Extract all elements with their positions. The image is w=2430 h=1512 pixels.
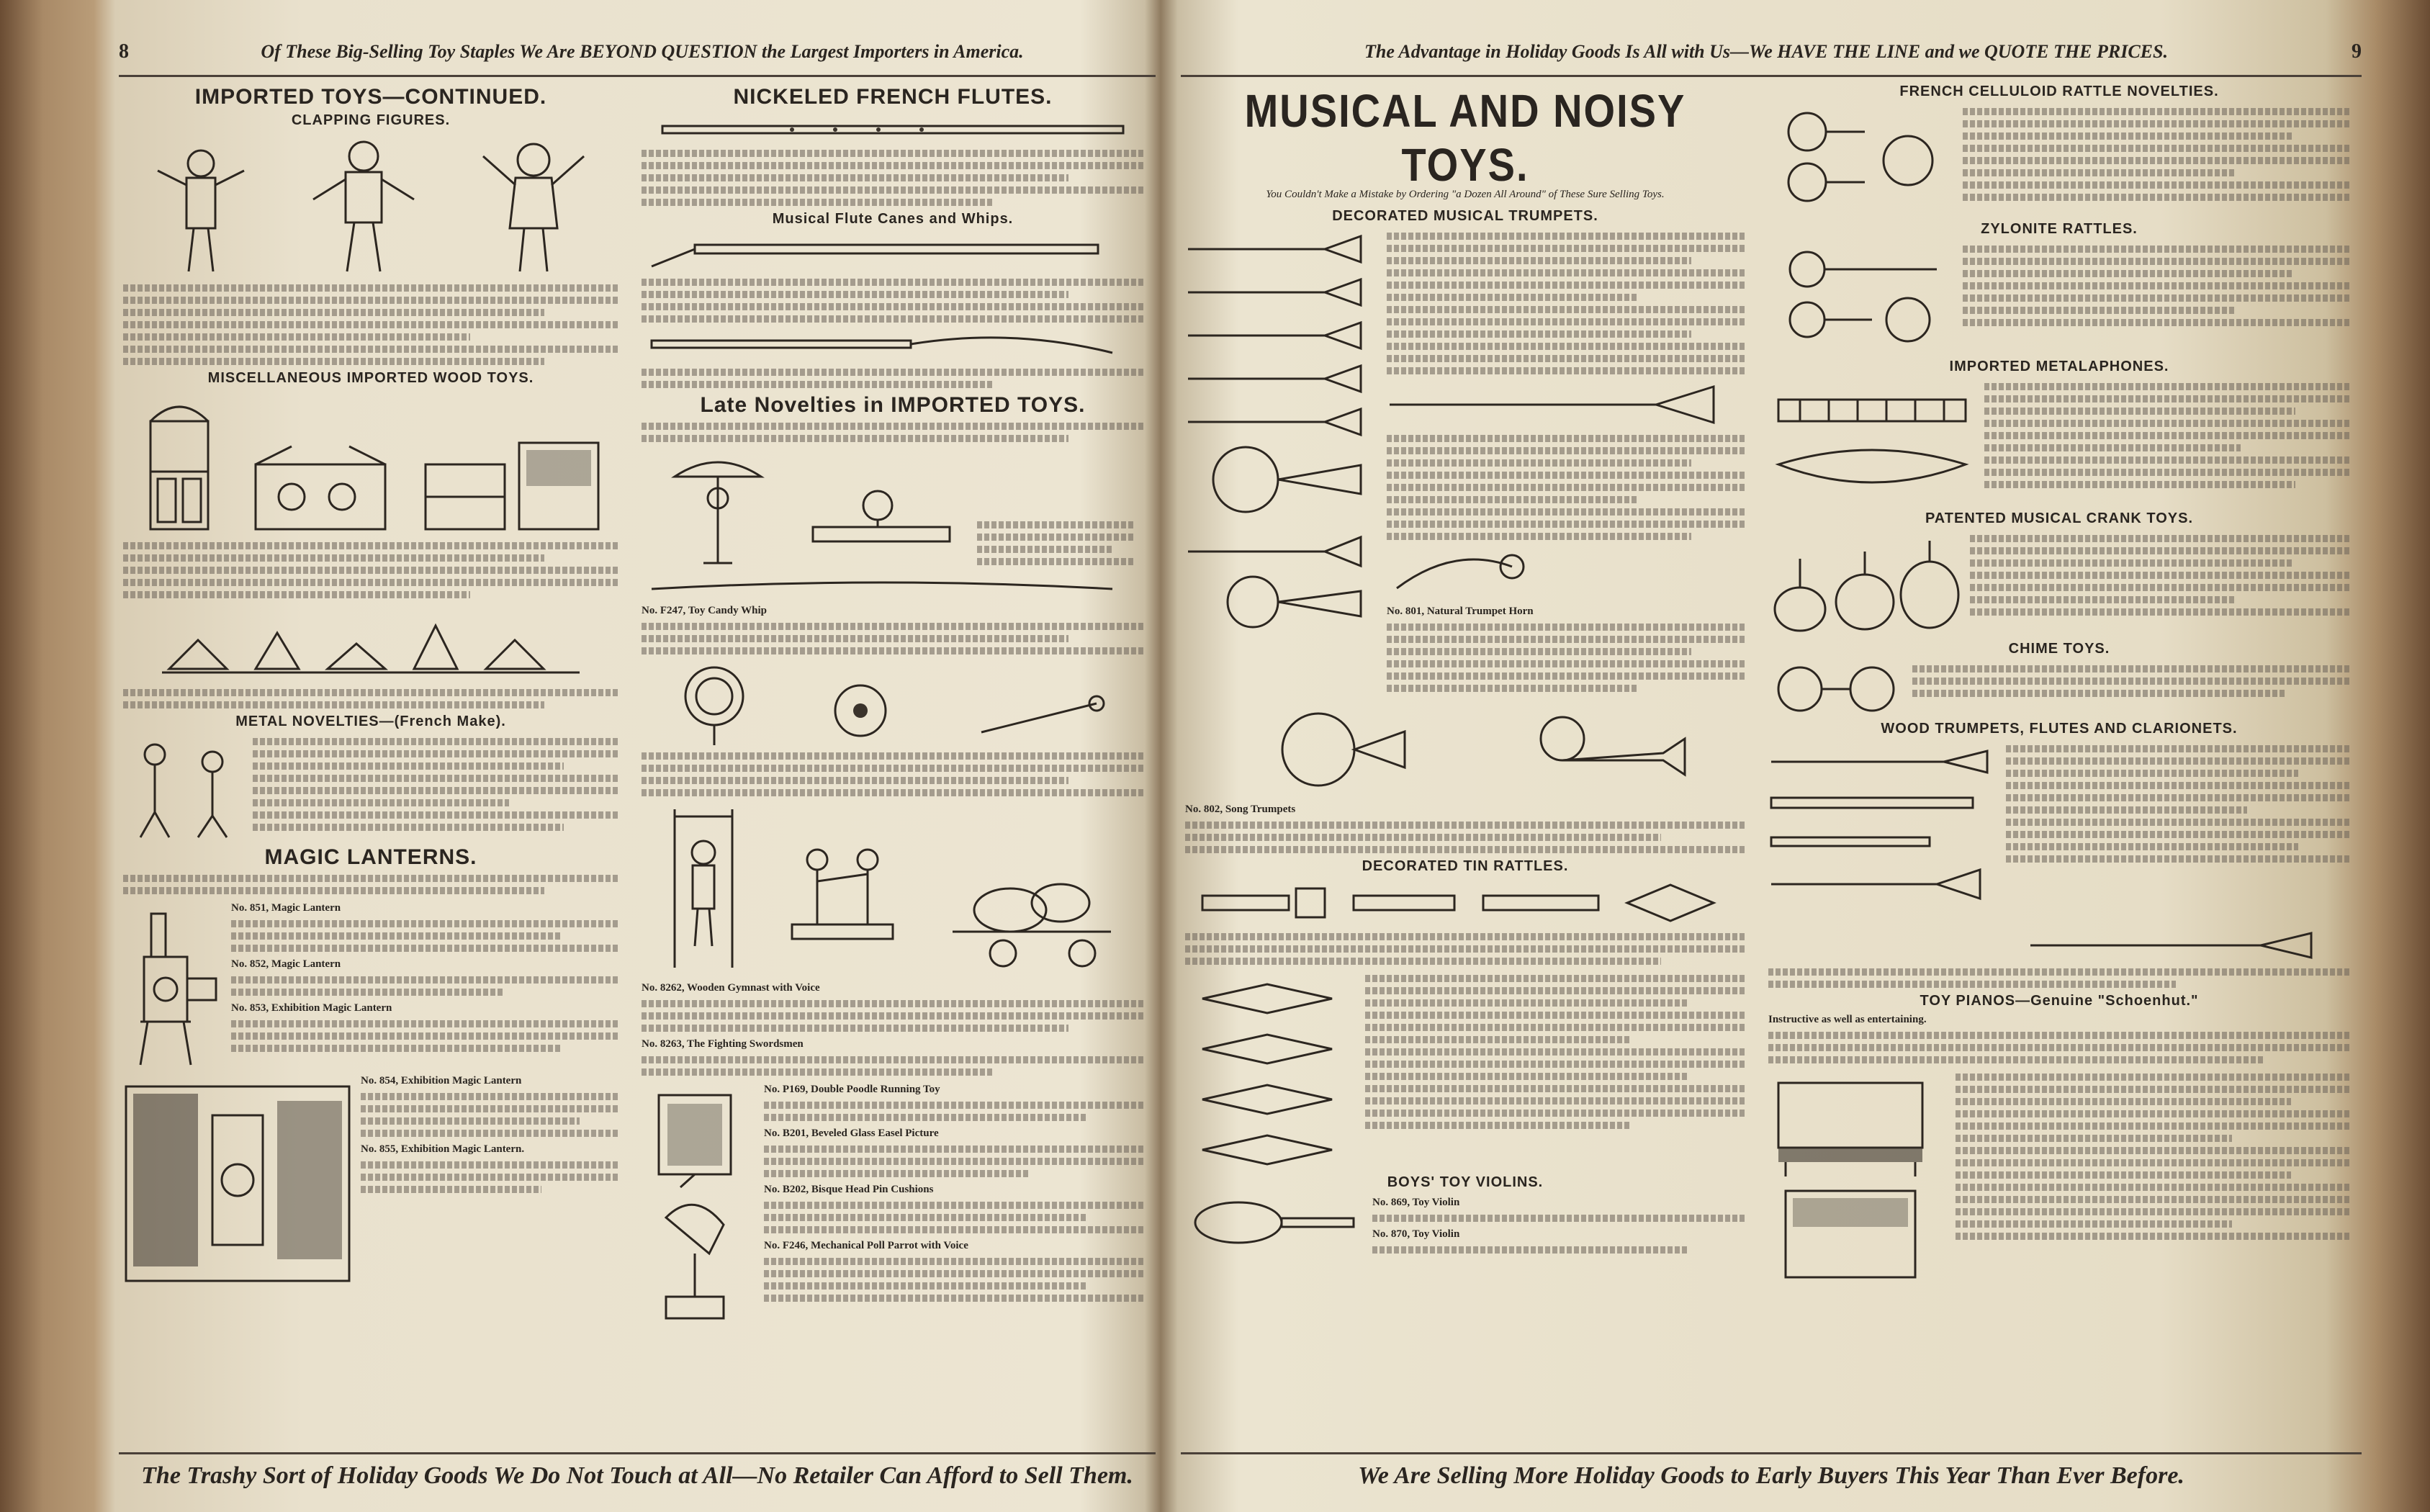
metalaphone-icon <box>1764 378 1980 508</box>
tin-rattles-icon <box>1181 878 1728 928</box>
item-b202: No. B202, Bisque Head Pin Cushions <box>764 1184 934 1195</box>
right-page <box>1181 29 2362 1498</box>
left-running-head <box>119 29 1156 77</box>
candy-whip-icon <box>637 576 1127 602</box>
heading-decorated-trumpets: DECORATED MUSICAL TRUMPETS. <box>1332 208 1598 224</box>
heading-crank-toys: PATENTED MUSICAL CRANK TOYS. <box>1925 510 2194 526</box>
monkey-toy-icon <box>798 462 964 570</box>
wood-cabinet-icon <box>136 392 222 536</box>
metal-novelties-block <box>119 733 623 841</box>
heading-metalaphones: IMPORTED METALAPHONES. <box>1949 359 2169 374</box>
long-trumpet-icon <box>1382 379 1728 430</box>
item-802: No. 802, Song Trumpets <box>1185 804 1296 815</box>
item-8262: No. 8262, Wooden Gymnast with Voice <box>642 982 820 994</box>
right-column-1 <box>1181 81 1750 1450</box>
item-870: No. 870, Toy Violin <box>1372 1228 1460 1240</box>
heading-misc-wood-toys: MISCELLANEOUS IMPORTED WOOD TOYS. <box>207 370 534 386</box>
tongue-rocket-icon <box>967 689 1111 747</box>
flute-whip-icon <box>637 328 1127 364</box>
left-column-1 <box>119 81 623 1450</box>
item-8263: No. 8263, The Fighting Swordsmen <box>642 1038 804 1050</box>
item-854: No. 854, Exhibition Magic Lantern <box>361 1075 522 1086</box>
right-column-2 <box>1764 81 2354 1450</box>
metal-figures-icon <box>119 733 248 841</box>
kitchen-utensils-box-icon <box>248 443 392 536</box>
firemans-trumpet-icon <box>1519 703 1692 796</box>
exhibition-lantern-box-icon <box>119 1072 356 1288</box>
right-footer: We Are Selling More Holiday Goods to Early Buyers This Year Than Ever Before. <box>1181 1452 2362 1498</box>
easel-picture-icon <box>637 1081 752 1189</box>
heading-celluloid-rattles: FRENCH CELLULOID RATTLE NOVELTIES. <box>1899 84 2219 99</box>
clapping-figure-2-icon <box>302 135 425 279</box>
pianos-block <box>1764 1068 2354 1284</box>
metalaphones-block <box>1764 378 2354 508</box>
item-f247: No. F247, Toy Candy Whip <box>642 605 767 616</box>
musical-toys-tagline: You Couldn't Make a Mistake by Ordering "a Dozen All Around" of These Sure Selling Toys. <box>1266 189 1665 200</box>
violins-block <box>1181 1194 1750 1259</box>
fighting-swordsmen-icon <box>785 802 900 975</box>
heading-late-novelties: Late Novelties in IMPORTED TOYS. <box>700 393 1086 417</box>
celluloid-rattles-icon <box>1764 103 1958 218</box>
clapping-figure-1-icon <box>147 142 255 279</box>
comic-figures-icon <box>646 448 790 570</box>
heading-toy-violins: BOYS' TOY VIOLINS. <box>1387 1174 1544 1190</box>
wood-trumpets-block <box>1764 740 2354 927</box>
heading-imported-toys: IMPORTED TOYS—CONTINUED. <box>194 85 547 109</box>
item-f246: No. F246, Mechanical Poll Parrot with Voice <box>764 1240 968 1251</box>
heading-metal-novelties: METAL NOVELTIES—(French Make). <box>235 714 506 729</box>
left-page <box>119 29 1156 1498</box>
chime-toys-block <box>1764 660 2354 718</box>
large-clarionet-icon <box>1764 927 2340 963</box>
heading-zylonite-rattles: ZYLONITE RATTLES. <box>1981 221 2138 237</box>
trumpets-block <box>1181 228 1750 697</box>
item-869: No. 869, Toy Violin <box>1372 1197 1460 1208</box>
subheading-clapping-figures: CLAPPING FIGURES. <box>291 112 451 128</box>
celluloid-ball-icon <box>821 675 900 747</box>
horns-illustration <box>1185 703 1745 796</box>
wood-toys-illustration <box>123 392 618 536</box>
rattles-block <box>1181 970 1750 1171</box>
wooden-gymnast-icon <box>660 802 747 975</box>
flute-cane-icon <box>637 230 1127 274</box>
oak-furniture-set-icon <box>418 428 606 536</box>
toy-pianos-icon <box>1764 1068 1951 1284</box>
left-column-2 <box>637 81 1148 1450</box>
item-855: No. 855, Exhibition Magic Lantern. <box>361 1143 525 1155</box>
round-horn-icon <box>1239 703 1412 796</box>
trumpets-icon <box>1181 228 1375 631</box>
right-running-head <box>1181 29 2362 77</box>
subheading-flute-canes: Musical Flute Canes and Whips. <box>772 211 1014 227</box>
novelties-illustration <box>642 448 1144 570</box>
chime-toy-icon <box>1764 660 1908 718</box>
toy-violin-icon <box>1181 1194 1368 1251</box>
crank-toys-block <box>1764 530 2354 638</box>
item-p169: No. P169, Double Poodle Running Toy <box>764 1084 940 1095</box>
rattles-illustration <box>642 660 1144 747</box>
zylonite-block <box>1764 240 2354 356</box>
right-running-head-text: The Advantage in Holiday Goods Is All with Us—We HAVE THE LINE and we QUOTE THE PRICES. <box>1364 41 2168 62</box>
village-illustration <box>123 604 618 683</box>
heading-toy-pianos: TOY PIANOS—Genuine "Schoenhut." <box>1920 993 2199 1009</box>
rattle-tassel-icon <box>675 660 754 747</box>
left-footer: The Trashy Sort of Holiday Goods We Do Not Touch at All—No Retailer Can Afford to Sell Them. <box>119 1452 1156 1498</box>
poll-parrot-icon <box>637 1189 752 1326</box>
lower-novelties-block <box>637 1081 1148 1326</box>
gymnast-illustration <box>642 802 1144 975</box>
magic-lantern-block <box>119 899 623 1072</box>
item-801: No. 801, Natural Trumpet Horn <box>1387 606 1534 617</box>
flutes-illustration <box>642 115 1144 144</box>
crank-toys-icon <box>1764 530 1966 638</box>
pianos-intro: Instructive as well as entertaining. <box>1768 1014 1927 1025</box>
toy-village-icon <box>155 604 587 683</box>
item-851: No. 851, Magic Lantern <box>231 902 341 914</box>
right-page-number: 9 <box>2352 40 2362 63</box>
clapping-figure-3-icon <box>472 135 595 279</box>
heading-musical-noisy-toys: MUSICAL AND NOISY TOYS. <box>1244 84 1686 191</box>
heading-chime-toys: CHIME TOYS. <box>2008 641 2110 657</box>
flute-icon <box>648 115 1138 144</box>
clarionets-icon <box>1764 740 2002 927</box>
item-b201: No. B201, Beveled Glass Easel Picture <box>764 1128 939 1139</box>
heading-nickeled-flutes: NICKELED FRENCH FLUTES. <box>733 85 1053 109</box>
left-running-head-text: Of These Big-Selling Toy Staples We Are BEYOND QUESTION the Largest Importers in America. <box>261 41 1024 62</box>
zylonite-rattles-icon <box>1764 240 1958 356</box>
celluloid-block <box>1764 103 2354 218</box>
left-page-number: 8 <box>119 40 129 63</box>
clapping-figures-illustration <box>123 135 618 279</box>
exhibition-lantern-block <box>119 1072 623 1288</box>
heading-magic-lanterns: MAGIC LANTERNS. <box>264 845 477 869</box>
heading-wood-trumpets: WOOD TRUMPETS, FLUTES AND CLARIONETS. <box>1881 721 2238 737</box>
magic-lantern-icon <box>119 899 227 1072</box>
item-852: No. 852, Magic Lantern <box>231 958 341 970</box>
spindle-rattles-icon <box>1181 970 1361 1171</box>
hunting-horn-icon <box>1382 545 1526 603</box>
poodle-running-toy-icon <box>938 860 1125 975</box>
item-853: No. 853, Exhibition Magic Lantern <box>231 1002 392 1014</box>
heading-tin-rattles: DECORATED TIN RATTLES. <box>1362 858 1569 874</box>
